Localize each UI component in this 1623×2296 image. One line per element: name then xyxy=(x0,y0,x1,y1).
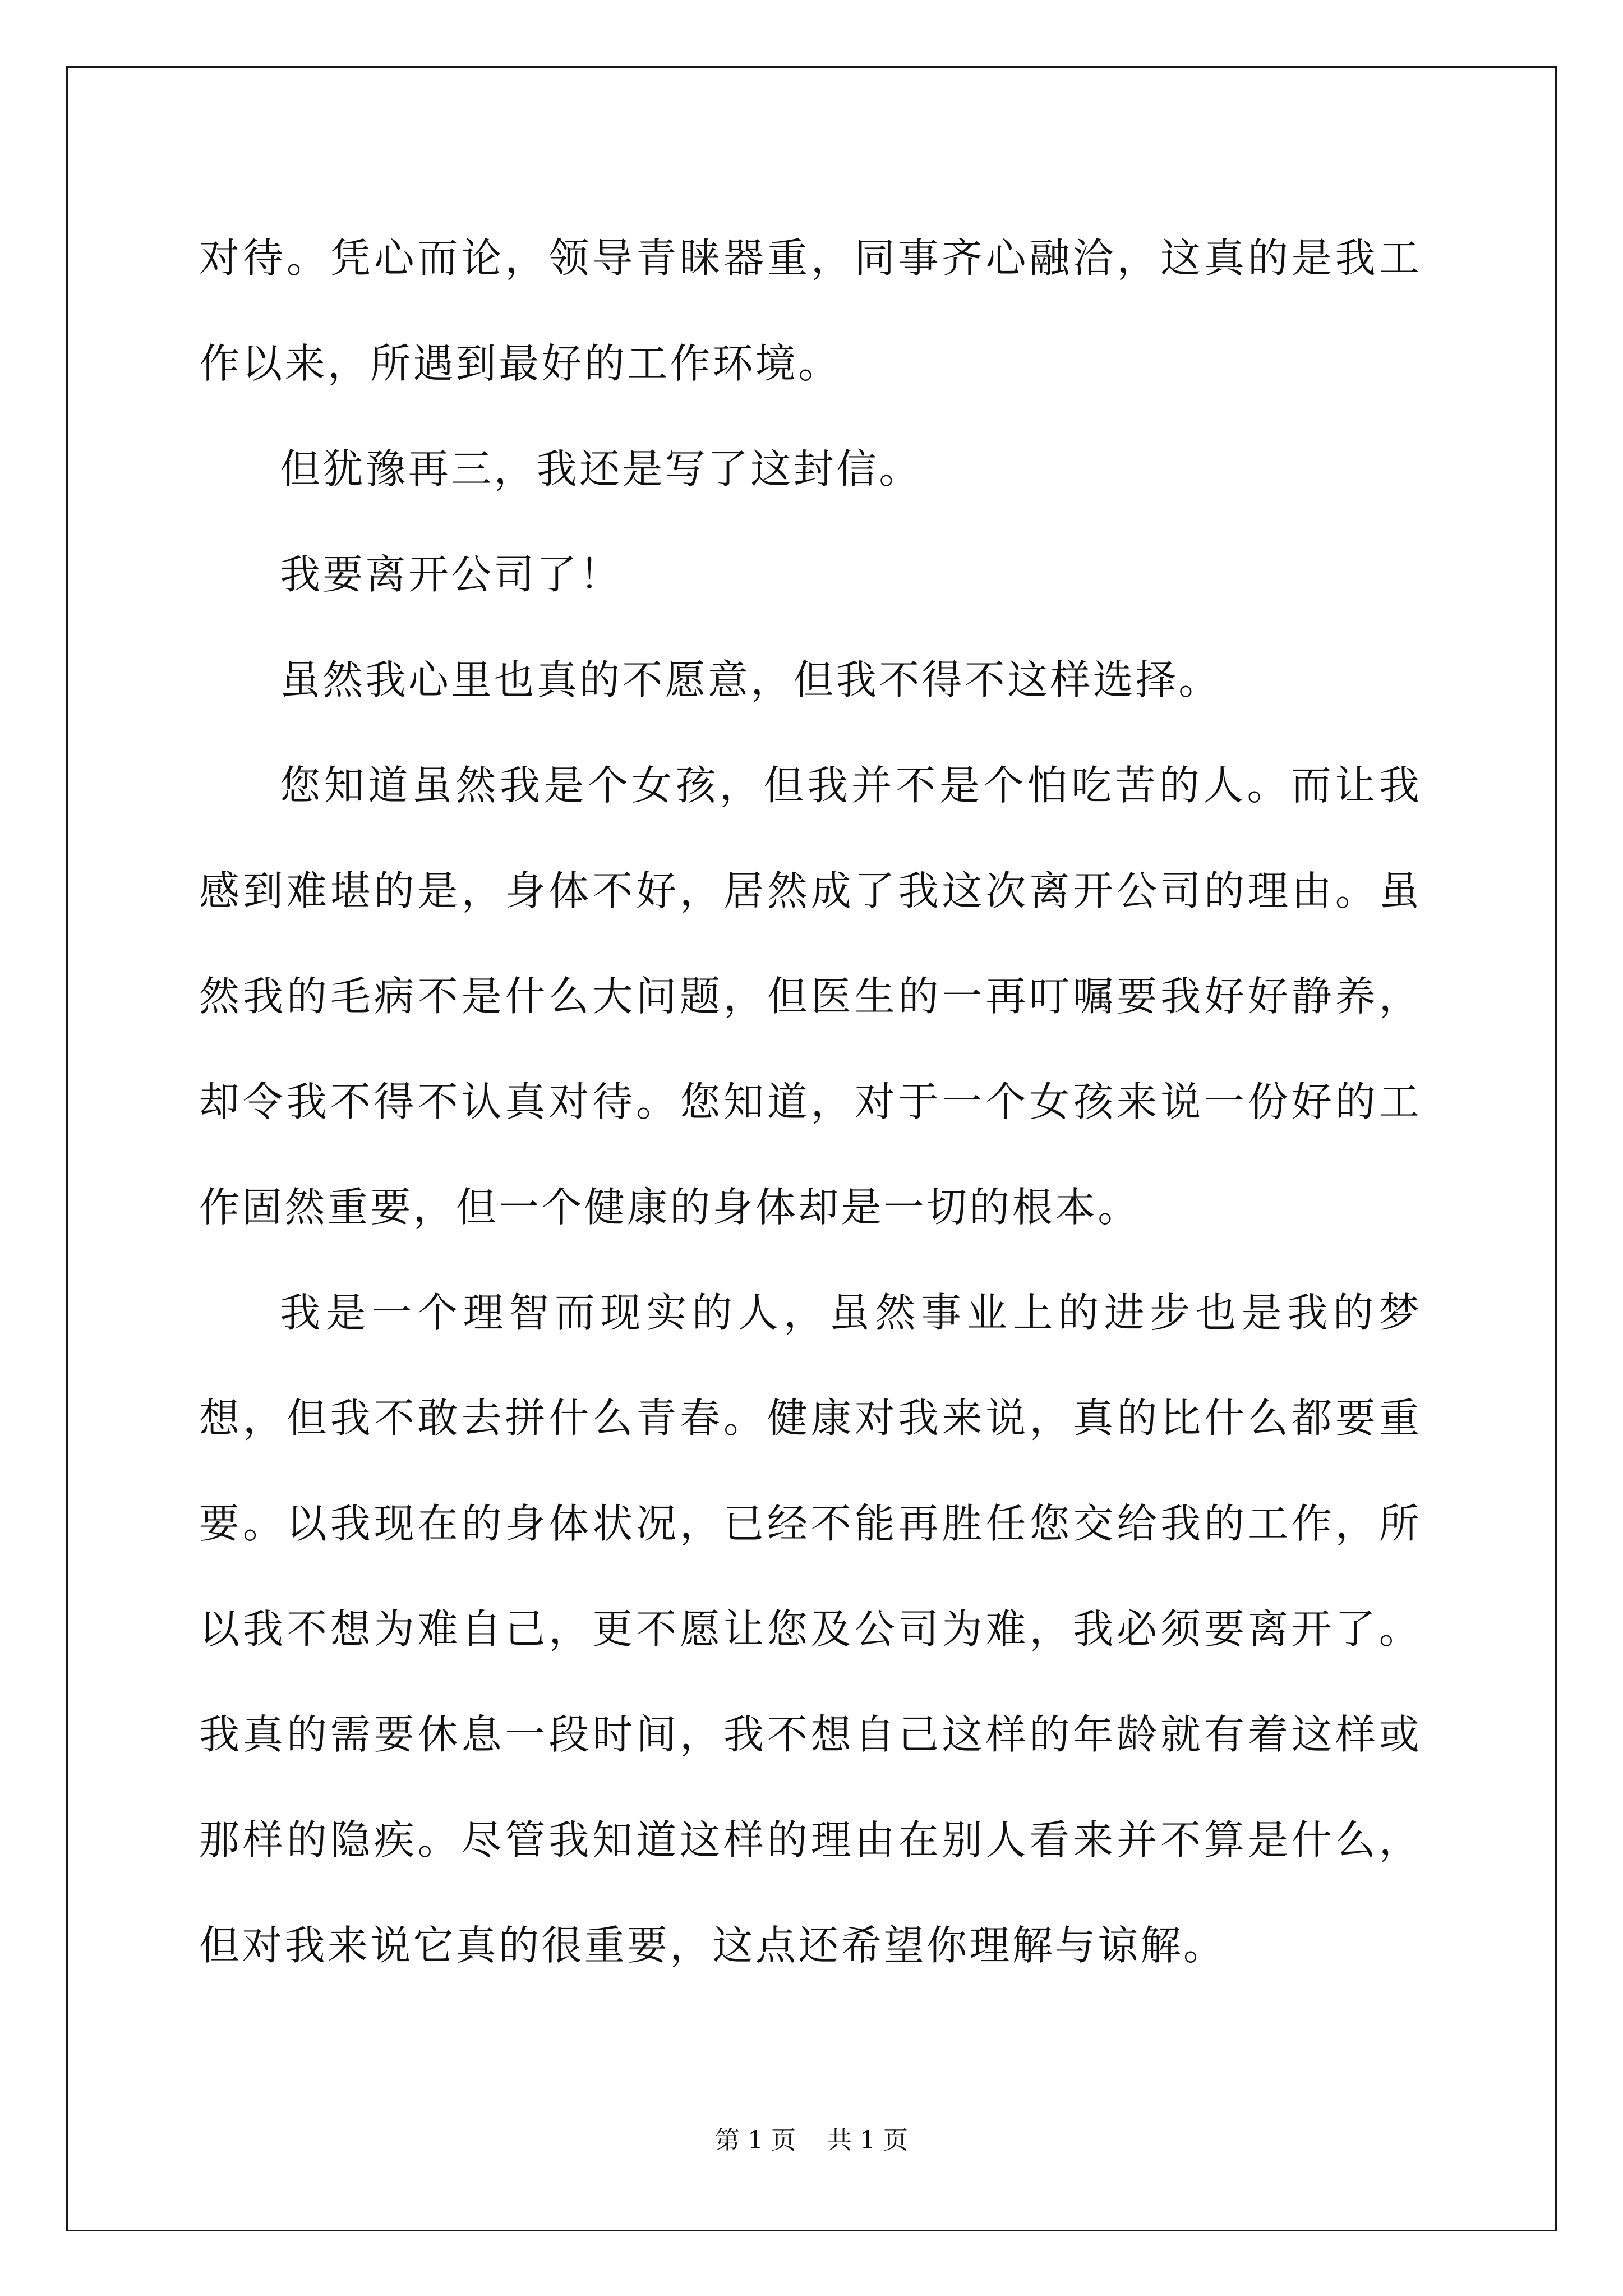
page-number-total: 共 1 页 xyxy=(827,2126,908,2155)
page-footer xyxy=(0,2124,1623,2157)
document-body xyxy=(199,205,1422,1998)
paragraph-1: 对待。凭心而论，领导青睐器重，同事齐心融洽，这真的是我工作以来，所遇到最好的工作环境。 xyxy=(199,234,1422,387)
page-number-current: 第 1 页 xyxy=(715,2126,796,2155)
paragraph-2: 但犹豫再三，我还是写了这封信。 xyxy=(280,445,922,493)
paragraph-6: 我是一个理智而现实的人，虽然事业上的进步也是我的梦想，但我不敢去拼什么青春。健康对我来说，真的比什么都要重要。以我现在的身体状况，已经不能再胜任您交给我的工作，所以我不想为难自己，更不愿让您及公司为难，我必须要离开了。我真的需要休息一段时间，我不想自己这样的年龄就有着这样或那样的隐疾。尽管我知道这样的理由在别人看来并不算是什么，但对我来说它真的很重要，这点还希望你理解与谅解。 xyxy=(199,1289,1422,1969)
paragraph-5: 您知道虽然我是个女孩，但我并不是个怕吃苦的人。而让我感到难堪的是，身体不好，居然成了我这次离开公司的理由。虽然我的毛病不是什么大问题，但医生的一再叮嘱要我好好静养，却令我不得不认真对待。您知道，对于一个女孩来说一份好的工作固然重要，但一个健康的身体却是一切的根本。 xyxy=(199,762,1422,1231)
paragraph-4: 虽然我心里也真的不愿意，但我不得不这样选择。 xyxy=(280,656,1221,703)
paragraph-3: 我要离开公司了！ xyxy=(280,551,623,598)
